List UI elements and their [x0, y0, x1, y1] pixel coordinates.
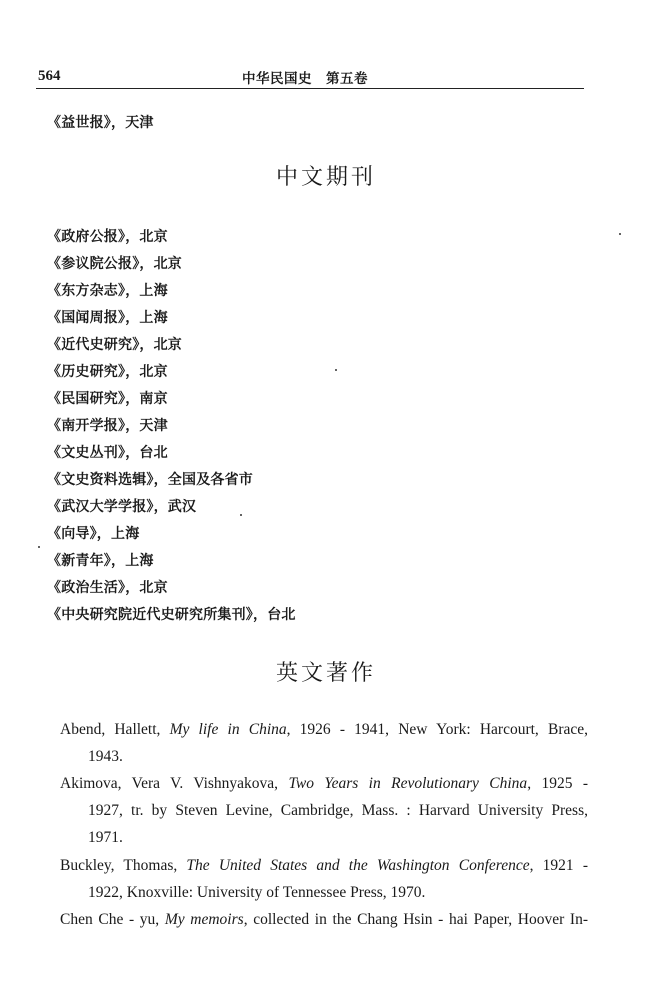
newspaper-entry: 《益世报》，天津 [47, 115, 154, 131]
entry-line [60, 906, 588, 933]
section-heading-chinese-periodicals: 中文期刊 [275, 165, 376, 190]
entry-line: 1922, Knoxville: University of Tennessee Press, 1970. [88, 884, 426, 901]
periodical-entry: 《参议院公报》，北京 [47, 256, 182, 272]
periodical-entry: 《中央研究院近代史研究所集刊》，台北 [47, 607, 296, 623]
author-text: Abend, Hallett, [60, 721, 170, 738]
periodical-entry: 《国闻周报》，上海 [47, 310, 168, 326]
bibliography-entry [60, 906, 588, 933]
publication-text: , 1925 - [527, 775, 588, 792]
periodical-entry: 《向导》，上海 [47, 526, 140, 542]
entry-line: 1971. [88, 829, 123, 846]
author-text: Buckley, Thomas, [60, 857, 187, 874]
periodical-entry: 《武汉大学学报》，武汉 [47, 499, 197, 515]
work-title: Two Years in Revolutionary China [288, 775, 528, 792]
publication-text: , collected in the Chang Hsin - hai Paper, Hoover In- [243, 911, 588, 928]
periodical-entry: 《民国研究》，南京 [47, 391, 168, 407]
periodical-entry: 《历史研究》，北京 [47, 364, 168, 380]
work-title: My memoirs [164, 911, 244, 928]
scan-speck [240, 514, 242, 516]
periodical-entry: 《近代史研究》，北京 [47, 337, 182, 353]
periodical-entry: 《文史资料选辑》，全国及各省市 [47, 472, 253, 488]
work-title: The United States and the Washington Conference [186, 857, 530, 874]
author-text: Chen Che - yu, [60, 911, 165, 928]
periodical-entry: 《文史丛刊》，台北 [47, 445, 168, 461]
periodical-entry: 《新青年》，上海 [47, 553, 154, 569]
entry-line [60, 716, 588, 743]
publication-text: , 1926 - 1941, New York: Harcourt, Brace, [286, 721, 588, 738]
scan-speck [335, 369, 337, 371]
periodical-entry: 《东方杂志》，上海 [47, 283, 168, 299]
bibliography-entry [60, 852, 588, 906]
entry-line: 1943. [88, 748, 123, 765]
periodical-entry: 《政治生活》，北京 [47, 580, 168, 596]
entry-line: 1927, tr. by Steven Levine, Cambridge, Mass. : Harvard University Press, [88, 802, 588, 819]
section-heading-english-works: 英文著作 [275, 661, 376, 686]
work-title: My life in China [169, 721, 287, 738]
author-text: Akimova, Vera V. Vishnyakova, [60, 775, 289, 792]
entry-line [60, 770, 588, 797]
page-number: 564 [38, 68, 61, 84]
periodical-entry: 《南开学报》，天津 [47, 418, 168, 434]
publication-text: , 1921 - [529, 857, 588, 874]
bibliography-entry [60, 716, 588, 770]
bibliography-entry [60, 770, 588, 851]
scan-speck [619, 233, 621, 235]
entry-line [60, 852, 588, 879]
periodical-entry: 《政府公报》，北京 [47, 229, 168, 245]
scan-speck [38, 546, 40, 548]
book-title: 中华民国史 第五卷 [242, 71, 368, 87]
